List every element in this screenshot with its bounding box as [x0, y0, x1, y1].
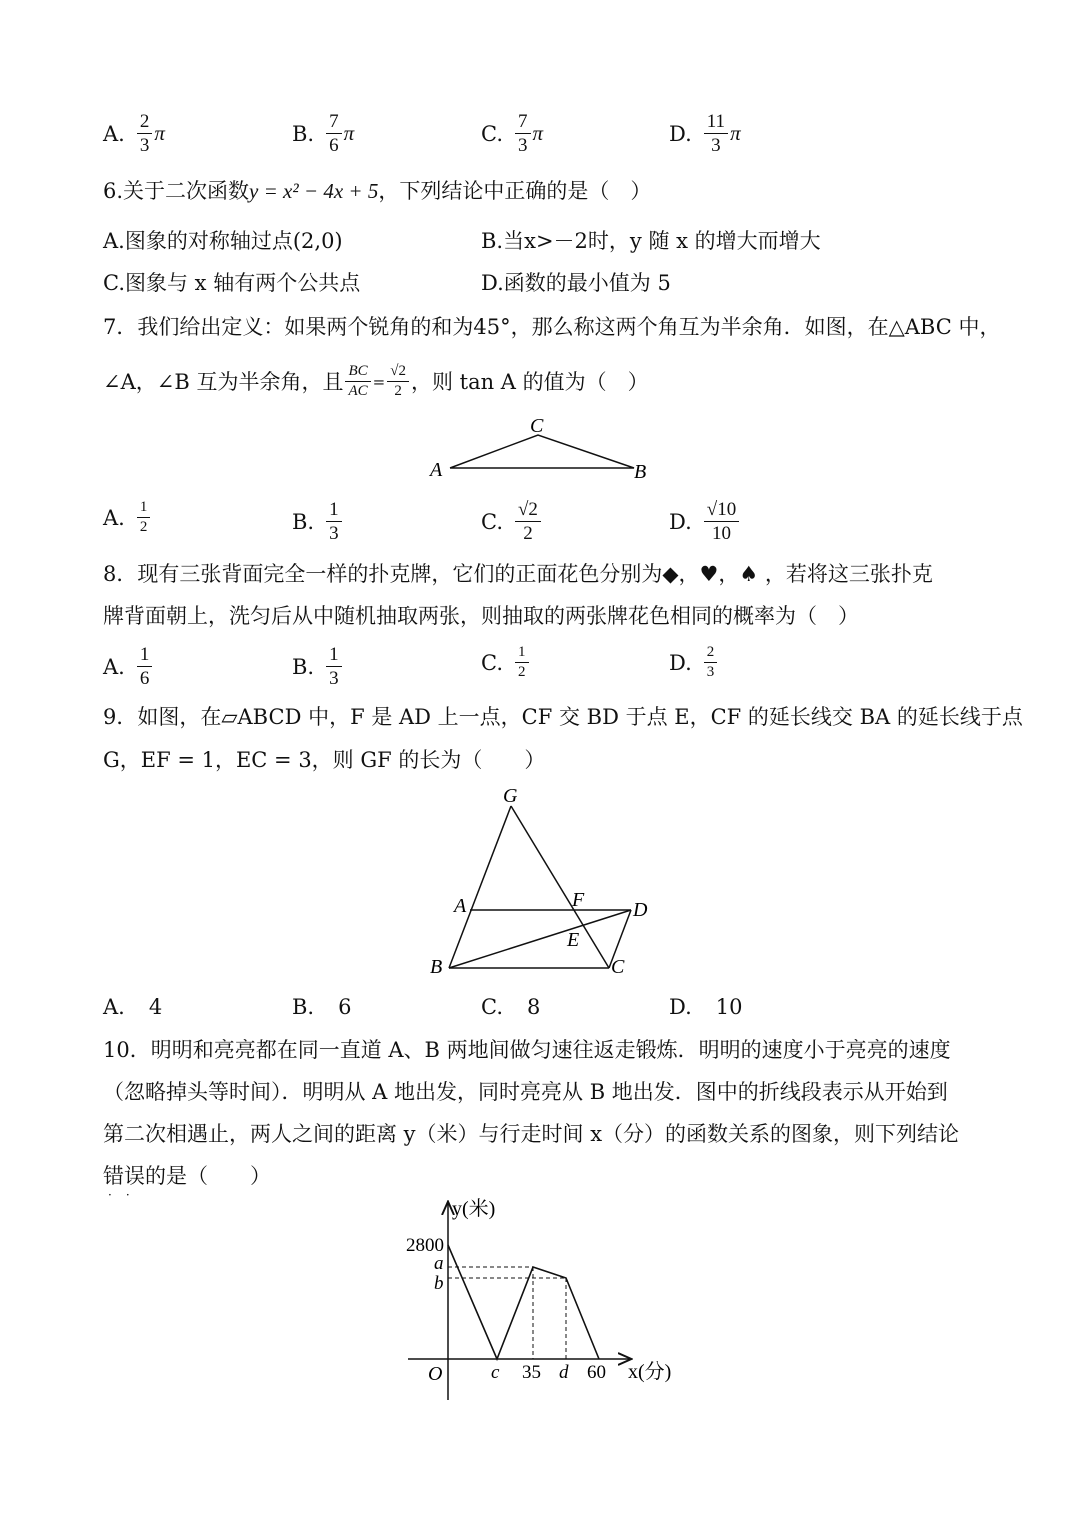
q10-distance-time-graph [400, 1195, 690, 1405]
y-tick-a: a [434, 1253, 444, 1274]
q9-option-a[interactable]: A. 4 [103, 995, 163, 1019]
x-tick-d: d [559, 1362, 569, 1383]
q10-stem-line2: （忽略掉头等时间）．明明从 A 地出发，同时亮亮从 B 地出发．图中的折线段表示从开始到 [103, 1080, 948, 1104]
q6-option-d[interactable]: D.函数的最小值为 5 [481, 271, 671, 295]
label-a: A [454, 895, 467, 917]
q9-stem-line1: 9．如图，在▱ABCD 中，F 是 AD 上一点，CF 交 BD 于点 E，CF 的延长线交 BA 的延长线于点 [103, 705, 1023, 729]
label-f: F [572, 889, 585, 911]
label-g: G [503, 785, 518, 807]
label-b: B [634, 461, 647, 483]
distance-polyline [448, 1245, 599, 1359]
q8-option-b[interactable]: B. $\frac{1}{3}$ [292, 645, 344, 688]
q7-option-a[interactable]: A. $\frac{1}{2}$ [103, 500, 152, 535]
q7-stem-line2: ∠A，∠B 互为半余角，且 $\frac{BC}{AC}$ = $\frac{√2}{2}$ ，则 tan A 的值为（ ） [103, 363, 649, 399]
q8-option-d[interactable]: D. $\frac{2}{3}$ [669, 645, 719, 680]
q6-stem: 6.关于二次函数y = x² − 4x + 5，下列结论中正确的是（ ） [103, 179, 652, 203]
q9-option-b[interactable]: B. 6 [292, 995, 352, 1019]
q5-option-d[interactable]: D. $\frac{11}{3}$ π [669, 111, 741, 156]
q5-option-b[interactable]: B. $\frac{7}{6}$ π [292, 111, 355, 156]
y-tick-2800: 2800 [406, 1235, 444, 1256]
x-tick-c: c [491, 1362, 500, 1383]
q6-function: y = x² − 4x + 5 [249, 179, 379, 203]
x-tick-35: 35 [522, 1362, 541, 1383]
q9-option-c[interactable]: C. 8 [481, 995, 541, 1019]
q9-option-d[interactable]: D. 10 [669, 995, 743, 1019]
q8-option-c[interactable]: C. $\frac{1}{2}$ [481, 645, 531, 680]
q9-parallelogram-figure [420, 780, 670, 980]
label-b: B [430, 956, 443, 978]
label-c: C [530, 415, 544, 437]
y-axis-label: y(米) [452, 1198, 496, 1220]
q6-option-a[interactable]: A.图象的对称轴过点(2,0) [103, 229, 343, 253]
q8-option-a[interactable]: A. $\frac{1}{6}$ [103, 645, 154, 688]
q10-stem-line4: 错误的是（ ） [103, 1164, 271, 1188]
q7-option-c[interactable]: C. $\frac{√2}{2}$ [481, 500, 543, 543]
q7-option-b[interactable]: B. $\frac{1}{3}$ [292, 500, 344, 543]
q7-triangle-figure [420, 410, 660, 485]
q8-stem-line1: 8．现有三张背面完全一样的扑克牌，它们的正面花色分别为◆，♥，♠ ，若将这三张扑克 [103, 562, 933, 586]
q5-option-a[interactable]: A. $\frac{2}{3}$ π [103, 111, 165, 156]
q7-stem-line1: 7．我们给出定义：如果两个锐角的和为45°，那么称这两个角互为半余角．如图，在△ABC 中， [103, 315, 1001, 339]
emphasis-dots: ·· [108, 1188, 144, 1202]
q6-option-b[interactable]: B.当x>－2时，y 随 x 的增大而增大 [481, 229, 821, 253]
x-tick-60: 60 [587, 1362, 606, 1383]
label-e: E [567, 929, 580, 951]
x-axis-label: x(分) [628, 1361, 672, 1383]
label-c: C [611, 956, 625, 978]
label-a: A [430, 459, 443, 481]
q10-stem-line1: 10．明明和亮亮都在同一直道 A、B 两地间做匀速往返走锻炼．明明的速度小于亮亮的速度 [103, 1038, 951, 1062]
q10-stem-line3: 第二次相遇止，两人之间的距离 y（米）与行走时间 x（分）的函数关系的图象，则下列结论 [103, 1122, 960, 1146]
q8-stem-line2: 牌背面朝上，洗匀后从中随机抽取两张，则抽取的两张牌花色相同的概率为（ ） [103, 604, 859, 628]
label-d: D [633, 899, 648, 921]
q7-option-d[interactable]: D. $\frac{√10}{10}$ [669, 500, 741, 543]
triangle-abc [450, 435, 634, 468]
line-gb [449, 806, 511, 968]
q9-stem-line2: G，EF = 1，EC = 3，则 GF 的长为（ ） [103, 748, 546, 772]
q6-option-c[interactable]: C.图象与 x 轴有两个公共点 [103, 271, 361, 295]
q5-option-c[interactable]: C. $\frac{7}{3}$ π [481, 111, 544, 156]
origin-label: O [428, 1363, 443, 1385]
guide-lines [448, 1267, 566, 1359]
y-tick-b: b [434, 1273, 444, 1294]
